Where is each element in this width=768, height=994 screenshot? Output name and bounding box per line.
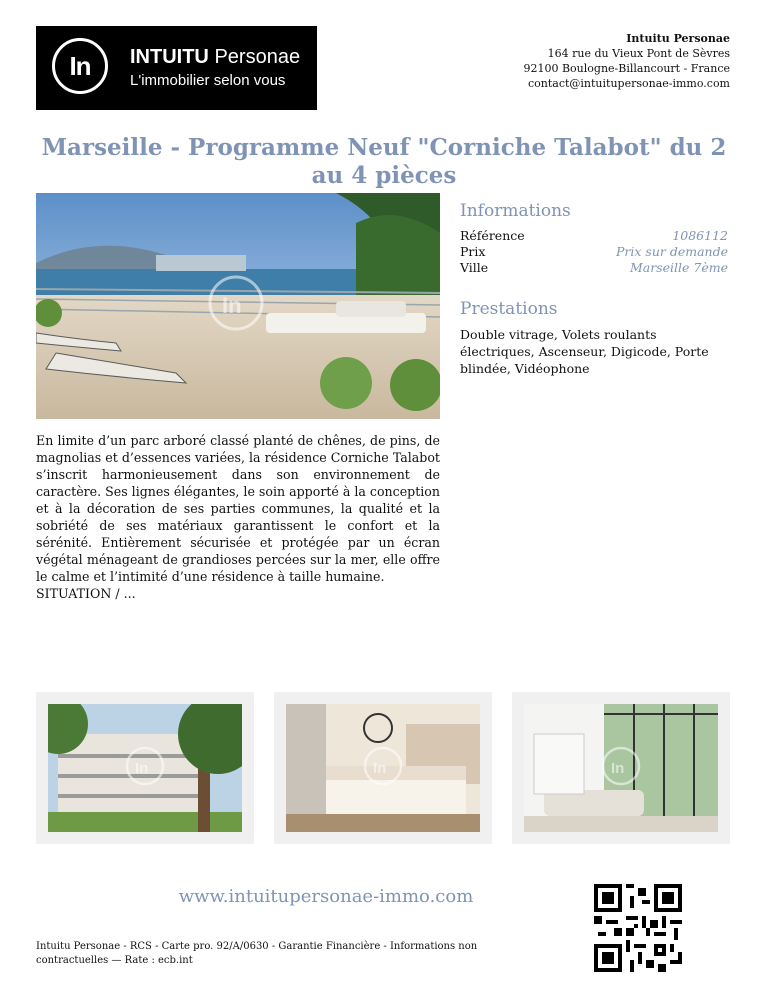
prestations-text: Double vitrage, Volets roulants électriques, Ascenseur, Digicode, Porte blindée, Vidéophone — [460, 327, 709, 376]
logo-brand-bold: INTUITU — [130, 46, 209, 68]
qr-code-icon[interactable] — [590, 880, 686, 976]
logo-mark-icon — [52, 38, 108, 94]
svg-text:In: In — [373, 760, 387, 777]
info-row-reference — [460, 228, 728, 244]
agency-email[interactable]: contact@intuitupersonae-immo.com — [527, 77, 730, 90]
description — [36, 432, 440, 602]
logo-mark-text: In — [69, 51, 91, 81]
gallery-photo-building[interactable] — [36, 692, 254, 844]
agency-contact — [430, 31, 730, 91]
legal-notice: Intuitu Personae - RCS - Carte pro. 92/A/0630 - Garantie Financière - Informations non contractuelles — Rate : ecb.int — [36, 941, 478, 966]
info-label: Référence — [460, 228, 525, 243]
agency-address-line2: 92100 Boulogne-Billancourt - France — [523, 62, 730, 75]
logo-brand — [130, 46, 300, 69]
svg-text:In: In — [135, 760, 149, 777]
info-value: Prix sur demande — [616, 244, 728, 259]
agency-address-line1: 164 rue du Vieux Pont de Sèvres — [547, 47, 730, 60]
main-photo[interactable] — [36, 193, 440, 419]
informations-table — [460, 228, 728, 276]
informations-heading: Informations — [460, 201, 571, 221]
logo-brand-rest: Personae — [208, 46, 301, 68]
svg-text:In: In — [611, 760, 625, 777]
info-label: Ville — [460, 260, 489, 275]
logo-tagline: L'immobilier selon vous — [130, 72, 286, 89]
website-link[interactable]: www.intuitupersonae-immo.com — [178, 886, 474, 907]
prestations-heading: Prestations — [460, 299, 558, 319]
description-more: SITUATION / ... — [36, 586, 136, 601]
svg-text:In: In — [222, 293, 242, 318]
agency-logo[interactable] — [36, 26, 317, 110]
gallery-photo-bedroom[interactable] — [274, 692, 492, 844]
info-row-ville — [460, 260, 728, 276]
info-label: Prix — [460, 244, 486, 259]
info-row-prix — [460, 244, 728, 260]
page-title: Marseille - Programme Neuf "Corniche Talabot" du 2 au 4 pièces — [41, 134, 727, 189]
info-value: 1086112 — [672, 228, 728, 243]
description-text: En limite d’un parc arboré classé planté de chênes, de pins, de magnolias et d’essences variées, la résidence Corniche Talabot s’inscrit harmonieusement dans son environnement de caractère. Ses lignes élégantes, le soin apporté à la conception et à la décoration de ses parties communes, la qualité et la sobriété de ses matériaux garantissent le confort et la sérénité. Entièrement sécurisée et protégée par un écran végétal ménageant de grandioses percées sur la mer, elle offre le calme et l’intimité d’une résidence à taille humaine. — [36, 433, 440, 584]
agency-name: Intuitu Personae — [626, 32, 730, 45]
gallery-photo-living-room[interactable] — [512, 692, 730, 844]
info-value: Marseille 7ème — [629, 260, 728, 275]
